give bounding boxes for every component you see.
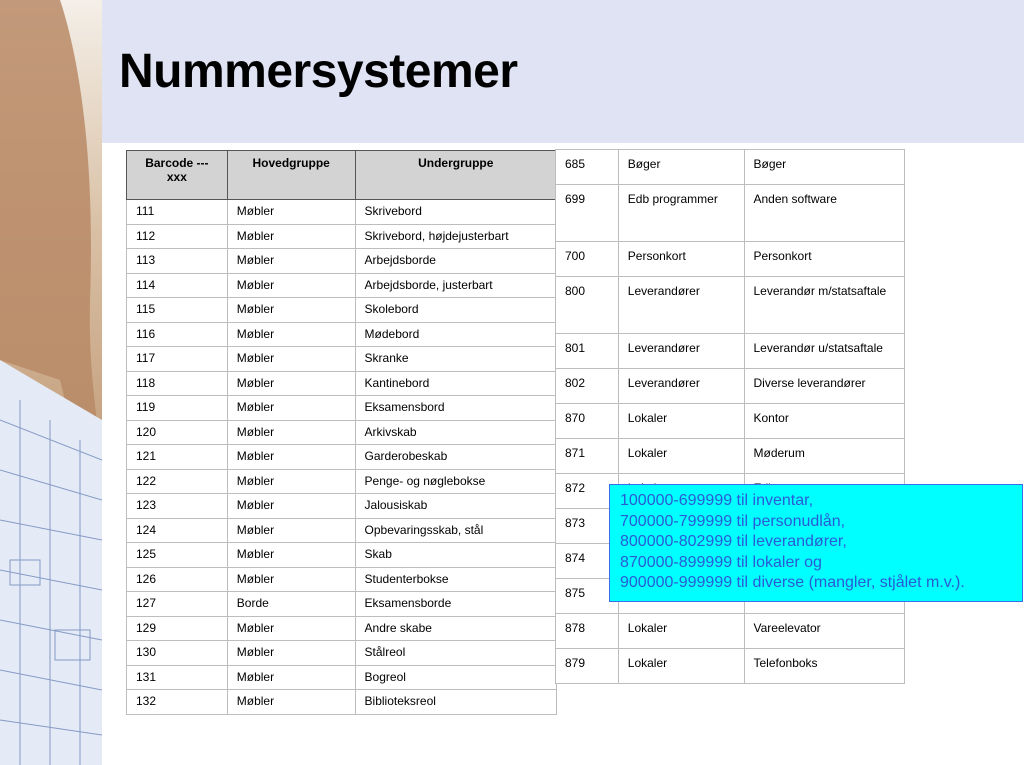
callout-line: 870000-899999 til lokaler og	[620, 553, 822, 571]
undergruppe-cell: Personkort	[744, 242, 905, 277]
hovedgruppe-cell: Møbler	[227, 322, 355, 347]
column-header: Hovedgruppe	[227, 151, 355, 200]
barcode-cell: 119	[127, 396, 228, 421]
undergruppe-cell: Skranke	[355, 347, 556, 372]
table-row	[127, 445, 557, 470]
hovedgruppe-cell: Lokaler	[618, 649, 744, 684]
undergruppe-cell: Skrivebord	[355, 200, 556, 225]
hovedgruppe-cell: Møbler	[227, 273, 355, 298]
barcode-cell: 125	[127, 543, 228, 568]
table-row	[556, 185, 905, 242]
undergruppe-cell: Eksamensborde	[355, 592, 556, 617]
hovedgruppe-cell: Leverandører	[618, 277, 744, 334]
hovedgruppe-cell: Leverandører	[618, 334, 744, 369]
decorative-hand-photo	[0, 0, 102, 765]
undergruppe-cell: Skrivebord, højdejusterbart	[355, 224, 556, 249]
hovedgruppe-cell: Møbler	[227, 224, 355, 249]
barcode-cell: 114	[127, 273, 228, 298]
table-row	[127, 347, 557, 372]
table-row	[556, 150, 905, 185]
barcode-cell: 115	[127, 298, 228, 323]
hovedgruppe-cell: Borde	[227, 592, 355, 617]
barcode-cell: 801	[556, 334, 619, 369]
table-row	[127, 469, 557, 494]
table-row	[556, 614, 905, 649]
barcode-cell: 111	[127, 200, 228, 225]
undergruppe-cell: Eksamensbord	[355, 396, 556, 421]
undergruppe-cell: Arbejdsborde	[355, 249, 556, 274]
barcode-cell: 126	[127, 567, 228, 592]
undergruppe-cell: Vareelevator	[744, 614, 905, 649]
callout-line: 100000-699999 til inventar,	[620, 492, 814, 509]
barcode-cell: 700	[556, 242, 619, 277]
hovedgruppe-cell: Lokaler	[618, 404, 744, 439]
barcode-cell: 122	[127, 469, 228, 494]
undergruppe-cell: Kantinebord	[355, 371, 556, 396]
table-row	[127, 616, 557, 641]
table-row	[556, 334, 905, 369]
table-row	[127, 690, 557, 715]
table-row	[127, 249, 557, 274]
undergruppe-cell: Studenterbokse	[355, 567, 556, 592]
barcode-cell: 131	[127, 665, 228, 690]
undergruppe-cell: Stålreol	[355, 641, 556, 666]
table-row	[127, 494, 557, 519]
barcode-cell: 123	[127, 494, 228, 519]
hovedgruppe-cell: Personkort	[618, 242, 744, 277]
table-row	[127, 543, 557, 568]
hovedgruppe-cell: Bøger	[618, 150, 744, 185]
barcode-cell: 802	[556, 369, 619, 404]
hovedgruppe-cell: Edb programmer	[618, 185, 744, 242]
column-header: Undergruppe	[355, 151, 556, 200]
barcode-cell: 120	[127, 420, 228, 445]
table-row	[127, 641, 557, 666]
barcode-cell: 129	[127, 616, 228, 641]
hovedgruppe-cell: Møbler	[227, 347, 355, 372]
undergruppe-cell: Arkivskab	[355, 420, 556, 445]
column-header: Barcode --- xxx	[127, 151, 228, 200]
table-row	[127, 665, 557, 690]
hovedgruppe-cell: Møbler	[227, 371, 355, 396]
table-row	[127, 567, 557, 592]
barcode-cell: 872	[556, 474, 619, 509]
barcode-cell: 685	[556, 150, 619, 185]
callout-line: 700000-799999 til personudlån,	[620, 512, 846, 530]
undergruppe-cell: Mødebord	[355, 322, 556, 347]
callout-line: 800000-802999 til leverandører,	[620, 533, 847, 550]
table-row	[127, 420, 557, 445]
barcode-table-right	[555, 149, 905, 684]
callout-line: 900000-999999 til diverse (mangler, stjålet m.v.).	[620, 574, 965, 591]
barcode-cell: 699	[556, 185, 619, 242]
table-row	[556, 404, 905, 439]
table-row	[127, 322, 557, 347]
hovedgruppe-cell: Møbler	[227, 298, 355, 323]
barcode-cell: 132	[127, 690, 228, 715]
number-range-callout	[609, 484, 1023, 602]
barcode-cell: 879	[556, 649, 619, 684]
undergruppe-cell: Leverandør u/statsaftale	[744, 334, 905, 369]
barcode-cell: 113	[127, 249, 228, 274]
undergruppe-cell: Skab	[355, 543, 556, 568]
table-row	[127, 371, 557, 396]
undergruppe-cell: Telefonboks	[744, 649, 905, 684]
table-header-row	[127, 151, 557, 200]
undergruppe-cell: Diverse leverandører	[744, 369, 905, 404]
hovedgruppe-cell: Møbler	[227, 518, 355, 543]
undergruppe-cell: Møderum	[744, 439, 905, 474]
hovedgruppe-cell: Møbler	[227, 641, 355, 666]
undergruppe-cell: Jalousiskab	[355, 494, 556, 519]
table-row	[556, 242, 905, 277]
barcode-cell: 127	[127, 592, 228, 617]
barcode-cell: 878	[556, 614, 619, 649]
undergruppe-cell: Kontor	[744, 404, 905, 439]
barcode-cell: 112	[127, 224, 228, 249]
table-row	[127, 224, 557, 249]
undergruppe-cell: Penge- og nøglebokse	[355, 469, 556, 494]
table-row	[556, 277, 905, 334]
table-row	[556, 649, 905, 684]
undergruppe-cell: Opbevaringsskab, stål	[355, 518, 556, 543]
barcode-cell: 874	[556, 544, 619, 579]
undergruppe-cell: Biblioteksreol	[355, 690, 556, 715]
undergruppe-cell: Skolebord	[355, 298, 556, 323]
barcode-cell: 800	[556, 277, 619, 334]
hovedgruppe-cell: Møbler	[227, 200, 355, 225]
barcode-cell: 870	[556, 404, 619, 439]
table-row	[127, 592, 557, 617]
hovedgruppe-cell: Møbler	[227, 249, 355, 274]
hovedgruppe-cell: Møbler	[227, 469, 355, 494]
barcode-table-left	[126, 150, 557, 715]
table-row	[556, 439, 905, 474]
barcode-cell: 117	[127, 347, 228, 372]
table-row	[127, 273, 557, 298]
barcode-cell: 130	[127, 641, 228, 666]
slide-title: Nummersystemer	[119, 45, 518, 98]
undergruppe-cell: Andre skabe	[355, 616, 556, 641]
hovedgruppe-cell: Lokaler	[618, 614, 744, 649]
barcode-cell: 121	[127, 445, 228, 470]
undergruppe-cell: Anden software	[744, 185, 905, 242]
barcode-cell: 124	[127, 518, 228, 543]
barcode-cell: 116	[127, 322, 228, 347]
undergruppe-cell: Leverandør m/statsaftale	[744, 277, 905, 334]
hovedgruppe-cell: Lokaler	[618, 439, 744, 474]
barcode-cell: 873	[556, 509, 619, 544]
table-row	[127, 396, 557, 421]
undergruppe-cell: Arbejdsborde, justerbart	[355, 273, 556, 298]
table-row	[127, 200, 557, 225]
hovedgruppe-cell: Møbler	[227, 616, 355, 641]
hovedgruppe-cell: Møbler	[227, 396, 355, 421]
undergruppe-cell: Bogreol	[355, 665, 556, 690]
hovedgruppe-cell: Møbler	[227, 445, 355, 470]
hovedgruppe-cell: Møbler	[227, 420, 355, 445]
hovedgruppe-cell: Møbler	[227, 690, 355, 715]
hovedgruppe-cell: Møbler	[227, 567, 355, 592]
hovedgruppe-cell: Møbler	[227, 494, 355, 519]
table-row	[556, 369, 905, 404]
undergruppe-cell: Garderobeskab	[355, 445, 556, 470]
barcode-cell: 118	[127, 371, 228, 396]
barcode-cell: 871	[556, 439, 619, 474]
barcode-cell: 875	[556, 579, 619, 614]
table-row	[127, 298, 557, 323]
undergruppe-cell: Bøger	[744, 150, 905, 185]
table-row	[127, 518, 557, 543]
hovedgruppe-cell: Leverandører	[618, 369, 744, 404]
hovedgruppe-cell: Møbler	[227, 543, 355, 568]
hovedgruppe-cell: Møbler	[227, 665, 355, 690]
